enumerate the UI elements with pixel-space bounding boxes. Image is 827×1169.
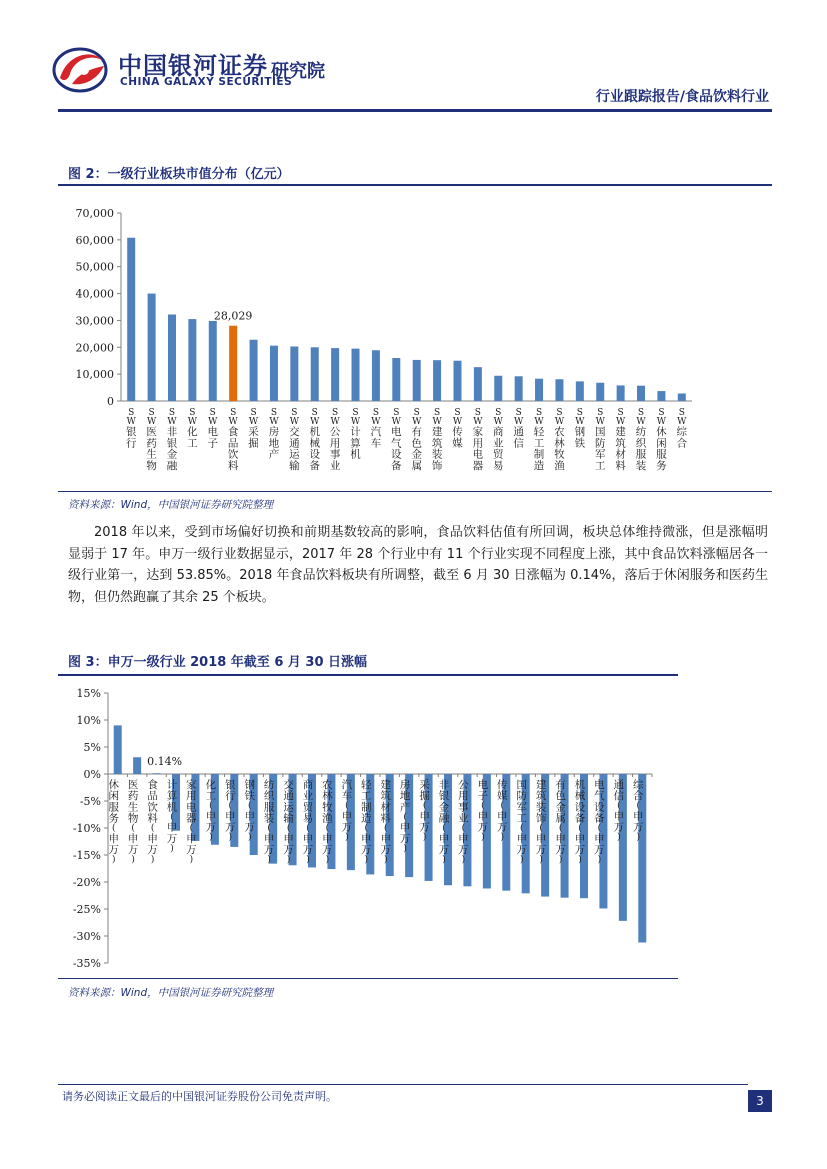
fig3-x-tick-label: 汽车(申万) bbox=[341, 779, 353, 843]
fig2-x-tick-label: S W 休闲服务 bbox=[656, 408, 667, 472]
fig3-x-tick-label: 机械设备(申万) bbox=[574, 779, 586, 865]
fig2-y-tick-label: 20,000 bbox=[75, 341, 114, 355]
fig2-x-tick-label: S W 银行 bbox=[125, 408, 137, 450]
fig2-x-tick-label: S W 采掘 bbox=[248, 408, 259, 450]
fig2-x-tick-label: S W 房地产 bbox=[268, 408, 280, 461]
fig3-y-tick-label: 15% bbox=[76, 687, 101, 700]
fig3-x-tick-label: 公用事业(申万) bbox=[458, 779, 469, 865]
fig3-y-tick-label: -15% bbox=[72, 849, 101, 862]
fig3-x-tick-label: 计算机(申万) bbox=[166, 779, 178, 854]
fig2-x-tick-label: S W 公用事业 bbox=[329, 408, 341, 472]
fig2-bar bbox=[127, 238, 135, 401]
fig2-bar bbox=[576, 381, 584, 401]
fig2-y-tick-label: 60,000 bbox=[75, 233, 114, 247]
figure2-title: 图 2：一级行业板块市值分布（亿元） bbox=[68, 167, 290, 182]
fig2-bar bbox=[617, 385, 625, 401]
brand-name-cn: 中国银河证券 bbox=[118, 52, 268, 80]
fig2-x-tick-label: S W 计算机 bbox=[350, 408, 361, 461]
fig3-y-tick-label: -5% bbox=[79, 795, 101, 808]
figure3-top-rule bbox=[58, 674, 678, 676]
footer-divider bbox=[58, 1084, 748, 1085]
fig2-bar bbox=[352, 349, 360, 401]
fig2-y-tick-label: 40,000 bbox=[75, 287, 114, 301]
fig2-bar bbox=[596, 383, 604, 401]
fig3-x-tick-label: 电子(申万) bbox=[477, 779, 489, 843]
fig3-y-tick-label: -30% bbox=[72, 930, 101, 943]
fig3-x-tick-label: 电气设备(申万) bbox=[594, 779, 605, 865]
fig2-x-tick-label: S W 化工 bbox=[187, 408, 198, 450]
fig2-x-tick-label: S W 家用电器 bbox=[472, 408, 484, 472]
fig3-x-tick-label: 家用电器(申万) bbox=[186, 779, 197, 865]
fig2-bar bbox=[433, 360, 441, 401]
brand-institute: 研究院 bbox=[271, 61, 325, 82]
fig2-y-tick-label: 70,000 bbox=[75, 207, 114, 220]
figure2-chart bbox=[58, 190, 758, 488]
fig2-y-tick-label: 0 bbox=[107, 395, 114, 408]
fig3-x-tick-label: 建筑装饰(申万) bbox=[535, 779, 547, 865]
fig2-bar bbox=[188, 319, 196, 401]
fig3-y-tick-label: -25% bbox=[72, 903, 101, 916]
fig3-x-tick-label: 轻工制造(申万) bbox=[361, 779, 372, 865]
fig3-x-tick-label: 休闲服务(申万) bbox=[108, 779, 119, 865]
fig3-x-tick-label: 农林牧渔(申万) bbox=[322, 779, 333, 865]
fig2-y-tick-label: 30,000 bbox=[75, 314, 114, 328]
fig2-x-tick-label: S W 电子 bbox=[207, 408, 219, 450]
fig2-y-tick-label: 50,000 bbox=[75, 260, 114, 274]
figure3-title: 图 3：申万一级行业 2018 年截至 6 月 30 日涨幅 bbox=[68, 655, 368, 670]
fig2-bar bbox=[209, 321, 217, 401]
fig3-y-tick-label: 0% bbox=[83, 768, 101, 781]
galaxy-logo-icon bbox=[50, 44, 110, 94]
fig2-bar bbox=[494, 376, 502, 401]
fig2-x-tick-label: S W 有色金属 bbox=[411, 408, 422, 472]
fig2-bar bbox=[413, 360, 421, 401]
fig2-bar bbox=[474, 367, 482, 401]
fig2-bar bbox=[657, 391, 665, 401]
figure2-source: 资料来源：Wind，中国银河证券研究院整理 bbox=[68, 499, 274, 511]
figure3-source: 资料来源：Wind，中国银河证券研究院整理 bbox=[68, 987, 274, 999]
fig2-bar bbox=[555, 379, 563, 401]
body-paragraph-text: 2018 年以来，受到市场偏好切换和前期基数较高的影响，食品饮料估值有所回调，板块总体维持微涨，但是涨幅明显弱于 17 年。申万一级行业数据显示，2017 年 28 个行业中有 11 个行业实现不同程度上涨，其中食品饮料涨幅居各一级行业第一，达到 53.85%。2018 年食品饮料板块有所调整，截至 6 月 30 日涨幅为 0.14%，落后于休闲服务和医药生物，但仍然跑赢了其余 25 个板块。 bbox=[68, 525, 768, 605]
fig3-y-tick-label: -20% bbox=[72, 876, 101, 889]
fig2-x-tick-label: S W 国防军工 bbox=[594, 408, 606, 472]
figure3-chart bbox=[58, 680, 678, 976]
fig2-x-tick-label: S W 纺织服装 bbox=[635, 408, 647, 472]
fig3-x-tick-label: 钢铁(申万) bbox=[244, 779, 255, 843]
fig3-x-tick-label: 纺织服装(申万) bbox=[263, 779, 275, 865]
footer-disclaimer: 请务必阅读正文最后的中国银河证券股份公司免责声明。 bbox=[62, 1090, 337, 1103]
fig2-bar bbox=[250, 340, 258, 401]
fig2-x-tick-label: S W 食品饮料 bbox=[227, 408, 239, 472]
fig2-y-tick-label: 10,000 bbox=[75, 368, 114, 382]
fig3-data-label: 0.14% bbox=[147, 755, 183, 769]
fig3-x-tick-label: 交通运输(申万) bbox=[283, 779, 294, 865]
fig2-x-tick-label: S W 建筑装饰 bbox=[431, 408, 443, 472]
fig2-x-tick-label: S W 机械设备 bbox=[309, 408, 320, 472]
fig2-bar bbox=[453, 361, 461, 401]
fig2-x-tick-label: S W 通信 bbox=[513, 408, 524, 450]
fig2-x-tick-label: S W 钢铁 bbox=[574, 408, 586, 450]
fig3-bar bbox=[153, 773, 161, 774]
figure3-bottom-rule bbox=[58, 978, 678, 979]
fig3-y-tick-label: -10% bbox=[72, 822, 101, 835]
fig3-x-tick-label: 非银金融(申万) bbox=[438, 779, 450, 865]
fig2-x-tick-label: S W 医药生物 bbox=[146, 408, 157, 472]
fig2-x-tick-label: S W 电气设备 bbox=[391, 408, 402, 472]
fig2-data-label: 28,029 bbox=[213, 309, 253, 323]
fig3-bar bbox=[133, 757, 141, 774]
fig2-bar bbox=[637, 386, 645, 401]
fig2-bar bbox=[515, 376, 523, 401]
fig3-x-tick-label: 国防军工(申万) bbox=[516, 779, 527, 865]
fig3-x-tick-label: 银行(申万) bbox=[225, 779, 236, 843]
fig2-bar bbox=[392, 358, 400, 401]
fig3-x-tick-label: 通信(申万) bbox=[613, 779, 625, 843]
fig2-bar bbox=[372, 350, 380, 401]
fig3-x-tick-label: 房地产(申万) bbox=[399, 779, 411, 854]
fig2-bar bbox=[229, 326, 237, 401]
brand-name-en: CHINA GALAXY SECURITIES bbox=[120, 76, 293, 88]
fig2-x-tick-label: S W 商业贸易 bbox=[493, 408, 504, 472]
fig3-x-tick-label: 有色金属(申万) bbox=[555, 779, 566, 865]
page-number: 3 bbox=[748, 1090, 772, 1112]
fig2-bar bbox=[148, 294, 156, 401]
fig3-y-tick-label: 10% bbox=[76, 714, 101, 727]
body-paragraph bbox=[68, 522, 768, 608]
fig3-x-tick-label: 综合(申万) bbox=[633, 779, 644, 843]
fig2-x-tick-label: S W 农林牧渔 bbox=[554, 408, 565, 472]
fig2-bar bbox=[678, 393, 686, 401]
fig2-x-tick-label: S W 建筑材料 bbox=[615, 408, 626, 472]
fig2-bar bbox=[535, 379, 543, 401]
fig2-bar bbox=[168, 315, 176, 401]
fig3-x-tick-label: 采掘(申万) bbox=[419, 779, 430, 843]
fig3-x-tick-label: 医药生物(申万) bbox=[127, 779, 139, 865]
fig3-x-tick-label: 传媒(申万) bbox=[497, 779, 508, 843]
fig2-bar bbox=[331, 348, 339, 401]
fig3-x-tick-label: 化工(申万) bbox=[205, 779, 217, 843]
fig2-bar bbox=[311, 347, 319, 401]
fig3-x-tick-label: 建筑材料(申万) bbox=[380, 779, 391, 865]
fig2-bar bbox=[290, 346, 298, 401]
fig2-x-tick-label: S W 交通运输 bbox=[289, 408, 300, 472]
fig2-x-tick-label: S W 轻工制造 bbox=[533, 408, 545, 472]
fig2-bar bbox=[270, 346, 278, 401]
fig2-x-tick-label: S W 汽车 bbox=[370, 408, 382, 450]
figure2-top-rule bbox=[58, 184, 772, 186]
fig2-x-tick-label: S W 综合 bbox=[676, 408, 688, 450]
fig2-x-tick-label: S W 非银金融 bbox=[166, 408, 178, 472]
fig3-x-tick-label: 食品饮料(申万) bbox=[147, 779, 158, 865]
fig2-x-tick-label: S W 传媒 bbox=[452, 408, 463, 450]
fig3-x-tick-label: 商业贸易(申万) bbox=[302, 779, 314, 865]
figure2-bottom-rule bbox=[58, 491, 772, 492]
header-divider bbox=[58, 109, 772, 112]
fig3-bar bbox=[114, 725, 122, 774]
fig3-y-tick-label: 5% bbox=[83, 741, 101, 754]
report-category: 行业跟踪报告/食品饮料行业 bbox=[595, 89, 769, 105]
fig3-y-tick-label: -35% bbox=[72, 957, 101, 970]
